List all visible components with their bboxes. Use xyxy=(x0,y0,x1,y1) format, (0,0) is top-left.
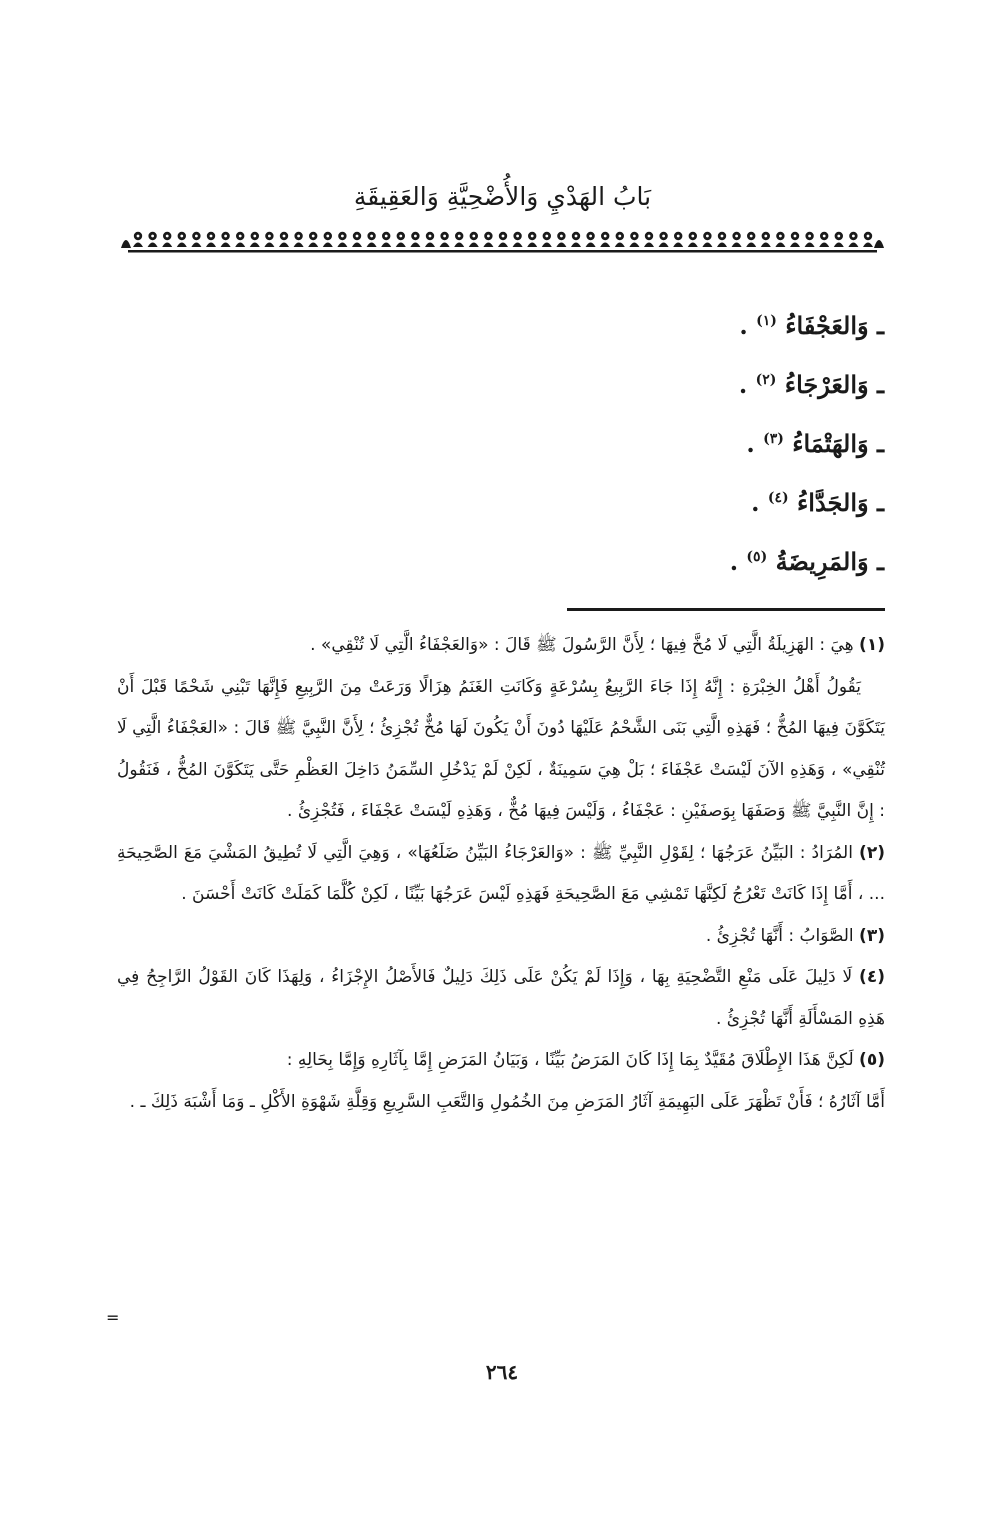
ornament-motif xyxy=(469,232,479,247)
ornament-motif xyxy=(177,232,187,247)
footnote-ref[interactable]: (١) xyxy=(756,313,777,329)
ornament-motif xyxy=(454,232,464,247)
ornament-motif xyxy=(629,232,639,247)
footnote-ref[interactable]: (٢) xyxy=(755,372,777,388)
footnotes xyxy=(117,625,885,1123)
footnote-3: (٣) الصَّوَابُ : أَنَّهَا تُجْزِئُ . xyxy=(705,925,885,946)
ornament-motif xyxy=(673,232,683,247)
footnote-5: (٥) لَكِنَّ هَذَا الإِطْلَاقَ مُقَيَّدٌ بِمَا إِذَا كَانَ المَرَضُ بَيِّنًا ، وَبَيَانُ المَرَضِ إِمَّا بِآثَارِهِ وَإِمَّا بِحَالِهِ : xyxy=(286,1050,885,1070)
footnote-1: (١) هِيَ : الهَزِيلَةُ الَّتِي لَا مُخَّ فِيهَا ؛ لِأَنَّ الرَّسُولَ ﷺ قَالَ : «وَالعَجْفَاءُ الَّتِي لَا تُنْقِي» . xyxy=(310,635,885,655)
footnote-ref[interactable]: (٥) xyxy=(746,549,768,565)
ornament-motif xyxy=(834,232,844,247)
ornament-motif xyxy=(659,232,669,247)
ornament-motif xyxy=(367,232,377,247)
footnote-ref[interactable]: (٤) xyxy=(767,490,789,506)
ornament-motif xyxy=(308,232,318,247)
footnote-5-cont: أَمَّا آثَارُهُ ؛ فَأَنْ تَظْهَرَ عَلَى البَهِيمَةِ آثَارُ المَرَضِ مِنَ الخُمُولِ وَالتَّعَبِ السَّرِيعِ وَقِلَّةِ شَهْوَةِ الأَكْلِ ـ وَمَا أَشْبَهَ ذَلِكَ ـ . xyxy=(129,1091,885,1112)
ornament-motif xyxy=(732,232,742,247)
page-number: ٢٦٤ xyxy=(485,1360,519,1384)
ornament-motif xyxy=(790,232,800,247)
footnote-4: (٤) لَا دَلِيلَ عَلَى مَنْعِ التَّضْحِيَةِ بِهَا ، وَإِذَا لَمْ يَكُنْ عَلَى ذَلِكَ دَلِيلٌ فَالأَصْلُ الإِجْزَاءُ ، وَلِهَذَا كَانَ القَوْلُ الرَّاجِحُ فِي هَذِهِ المَسْأَلَةِ أَنَّهَا تُجْزِئُ . xyxy=(117,967,885,1029)
ornament-motif xyxy=(761,232,771,247)
ornament-motif xyxy=(644,232,654,247)
list-item: ـ وَالمَرِيضَةُ $^{(٥)}$ . xyxy=(729,547,884,576)
ornament-end xyxy=(874,240,884,248)
ornament-motif xyxy=(688,232,698,247)
ornament-motif xyxy=(600,232,610,247)
footnote-ref[interactable]: (٣) xyxy=(763,431,784,447)
ornament-motif xyxy=(819,232,829,247)
ornament-motif xyxy=(702,232,712,247)
footnote-separator xyxy=(567,608,885,611)
ornament-motif xyxy=(746,232,756,247)
ornament-motif xyxy=(805,232,815,247)
ornament-motif xyxy=(250,232,260,247)
ornament-motif xyxy=(381,232,391,247)
ornament-motif xyxy=(148,232,158,247)
ornament-motif xyxy=(323,232,333,247)
continuation-mark: = xyxy=(106,1308,120,1327)
ornament-motif xyxy=(264,232,274,247)
ornament-motif xyxy=(352,232,362,247)
footnote-2: (٢) المُرَادُ : البَيِّنُ عَرَجُهَا ؛ لِقَوْلِ النَّبِيِّ ﷺ : «وَالعَرْجَاءُ البَيِّنُ ضَلَعُهَا» ، وَهِيَ الَّتِي لَا تُطِيقُ المَشْيَ مَعَ الصَّحِيحَةِ ... ، أَمَّا إِذَا كَانَتْ تَعْرُجُ لَكِنَّهَا تَمْشِي مَعَ الصَّحِيحَةِ فَهَذِهِ لَيْسَ عَرَجُهَا بَيِّنًا ، لَكِنْ كُلَّمَا كَمَلَتْ كَانَتْ أَحْسَنَ . xyxy=(117,842,885,904)
ornament-motif xyxy=(615,232,625,247)
ornament-motif xyxy=(775,232,785,247)
ornament-motif xyxy=(498,232,508,247)
ornament-motif xyxy=(206,232,216,247)
ornament-motif xyxy=(440,232,450,247)
ornament-motif xyxy=(337,232,347,247)
ornament-motif xyxy=(425,232,435,247)
ornament-motif xyxy=(483,232,493,247)
ornament-motif xyxy=(410,232,420,247)
footnote-1-cont: يَقُولُ أَهْلُ الخِبْرَةِ : إِنَّهُ إِذَا جَاءَ الرَّبِيعُ بِسُرْعَةٍ وَكَانَتِ الغَنَمُ هِزَالًا وَرَعَتْ مِنَ الرَّبِيعِ فَإِنَّهَا تَبْنِي شَحْمًا قَبْلَ أَنْ يَتَكَوَّنَ فِيهَا المُخُّ ؛ فَهَذِهِ الَّتِي بَنَى الشَّحْمُ عَلَيْهَا دُونَ أَنْ يَكُونَ لَهَا مُخٌّ تُجْزِئُ ؛ لِأَنَّ النَّبِيَّ ﷺ قَالَ : «العَجْفَاءُ الَّتِي لَا تُنْقِي» ، وَهَذِهِ الآنَ لَيْسَتْ عَجْفَاءَ ؛ بَلْ هِيَ سَمِينَةٌ ، لَكِنْ لَمْ يَدْخُلِ السِّمَنُ دَاخِلَ العَظْمِ حَتَّى يَتَكَوَّنَ المُخُّ ، فَنَقُولُ : إِنَّ النَّبِيَّ ﷺ وَصَفَهَا بِوَصفَيْنِ : عَجْفَاءُ ، وَلَيْسَ فِيهَا مُخٌّ ، وَهَذِهِ لَيْسَتْ عَجْفَاءَ ، فَتُجْزِئُ . xyxy=(117,676,885,821)
list-item: ـ وَالعَجْفَاءُ $^{(١)}$ . xyxy=(739,311,884,340)
list-item: ـ وَالهَتْمَاءُ $^{(٣)}$ . xyxy=(746,429,884,458)
ornament-motif xyxy=(586,232,596,247)
ornament-motif xyxy=(513,232,523,247)
ornament-end xyxy=(121,240,131,248)
page-title: بَابُ الهَدْيِ وَالأُضْحِيَّةِ وَالعَقِيقَةِ xyxy=(353,182,652,211)
ornament-motif xyxy=(571,232,581,247)
ornament-motif xyxy=(279,232,289,247)
decorative-border xyxy=(120,226,885,254)
ornament-motif xyxy=(396,232,406,247)
ornament-motif xyxy=(294,232,304,247)
list-item: ـ وَالعَرْجَاءُ $^{(٢)}$ . xyxy=(738,370,884,399)
ornament-motif xyxy=(221,232,231,247)
ornament-motif xyxy=(717,232,727,247)
ornament-motif xyxy=(863,232,873,247)
ornament-motif xyxy=(133,232,143,247)
ornament-motif xyxy=(556,232,566,247)
ornament-motif xyxy=(542,232,552,247)
items-list xyxy=(284,298,884,593)
ornament-motif xyxy=(235,232,245,247)
ornament-motif xyxy=(848,232,858,247)
list-item: ـ وَالجَدَّاءُ $^{(٤)}$ . xyxy=(751,488,884,517)
ornament-motif xyxy=(191,232,201,247)
ornament-motif xyxy=(162,232,172,247)
ornament-motif xyxy=(527,232,537,247)
